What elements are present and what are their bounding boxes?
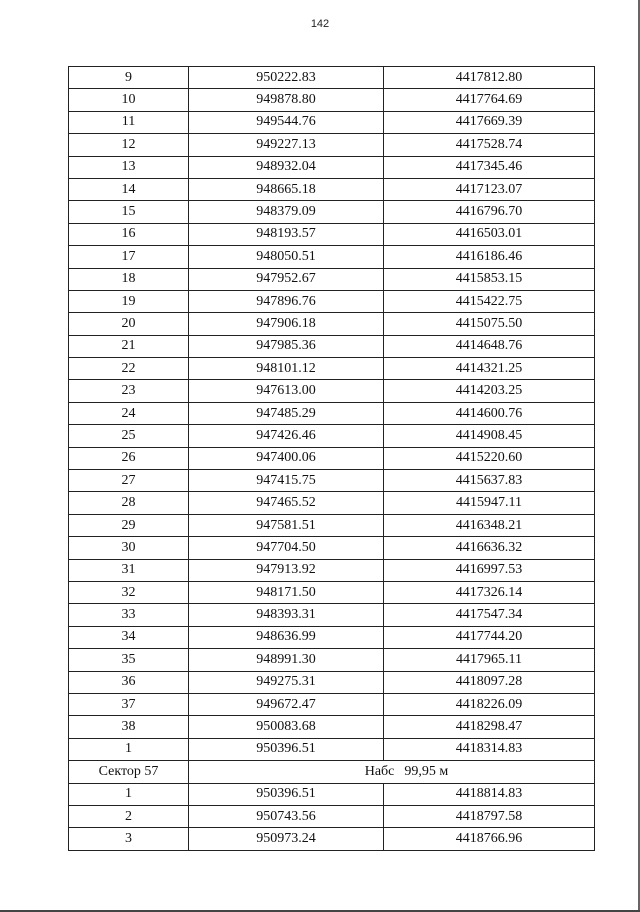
sector-label: Сектор 57	[69, 761, 189, 783]
y-coordinate-cell: 4414600.76	[384, 402, 595, 424]
x-coordinate-cell: 950083.68	[189, 716, 384, 738]
point-number-cell: 33	[69, 604, 189, 626]
table-row	[69, 358, 595, 380]
y-coordinate-cell: 4417744.20	[384, 626, 595, 648]
x-coordinate-cell: 947465.52	[189, 492, 384, 514]
y-coordinate-cell: 4416796.70	[384, 201, 595, 223]
table-row	[69, 111, 595, 133]
x-coordinate-cell: 949275.31	[189, 671, 384, 693]
point-number-cell: 12	[69, 134, 189, 156]
x-coordinate-cell: 947704.50	[189, 537, 384, 559]
point-number-cell: 14	[69, 178, 189, 200]
table-row	[69, 671, 595, 693]
point-number-cell: 23	[69, 380, 189, 402]
point-number-cell: 34	[69, 626, 189, 648]
table-row	[69, 492, 595, 514]
point-number-cell: 32	[69, 581, 189, 603]
table-row	[69, 89, 595, 111]
x-coordinate-cell: 948171.50	[189, 581, 384, 603]
x-coordinate-cell: 948101.12	[189, 358, 384, 380]
y-coordinate-cell: 4415075.50	[384, 313, 595, 335]
x-coordinate-cell: 948932.04	[189, 156, 384, 178]
y-coordinate-cell: 4414203.25	[384, 380, 595, 402]
point-number-cell: 36	[69, 671, 189, 693]
x-coordinate-cell: 950396.51	[189, 783, 384, 805]
y-coordinate-cell: 4417123.07	[384, 178, 595, 200]
rows-b-body	[69, 783, 595, 850]
sector-row	[69, 761, 595, 783]
x-coordinate-cell: 947426.46	[189, 425, 384, 447]
y-coordinate-cell: 4414648.76	[384, 335, 595, 357]
y-coordinate-cell: 4415637.83	[384, 470, 595, 492]
table-row	[69, 425, 595, 447]
table-row	[69, 223, 595, 245]
x-coordinate-cell: 949878.80	[189, 89, 384, 111]
table-row	[69, 626, 595, 648]
table-row	[69, 134, 595, 156]
table-row	[69, 156, 595, 178]
x-coordinate-cell: 948050.51	[189, 246, 384, 268]
y-coordinate-cell: 4416997.53	[384, 559, 595, 581]
point-number-cell: 22	[69, 358, 189, 380]
y-coordinate-cell: 4418097.28	[384, 671, 595, 693]
y-coordinate-cell: 4417812.80	[384, 67, 595, 89]
y-coordinate-cell: 4415853.15	[384, 268, 595, 290]
point-number-cell: 35	[69, 649, 189, 671]
x-coordinate-cell: 950973.24	[189, 828, 384, 850]
y-coordinate-cell: 4416186.46	[384, 246, 595, 268]
x-coordinate-cell: 947400.06	[189, 447, 384, 469]
table-row	[69, 805, 595, 827]
table-row	[69, 380, 595, 402]
y-coordinate-cell: 4418298.47	[384, 716, 595, 738]
x-coordinate-cell: 947913.92	[189, 559, 384, 581]
coordinates-table	[68, 66, 595, 851]
x-coordinate-cell: 948665.18	[189, 178, 384, 200]
y-coordinate-cell: 4418797.58	[384, 805, 595, 827]
y-coordinate-cell: 4415422.75	[384, 290, 595, 312]
y-coordinate-cell: 4418226.09	[384, 693, 595, 715]
sector-height	[189, 761, 595, 783]
table-row	[69, 783, 595, 805]
y-coordinate-cell: 4414908.45	[384, 425, 595, 447]
x-coordinate-cell: 947896.76	[189, 290, 384, 312]
x-coordinate-cell: 949227.13	[189, 134, 384, 156]
point-number-cell: 30	[69, 537, 189, 559]
x-coordinate-cell: 950396.51	[189, 738, 384, 760]
point-number-cell: 21	[69, 335, 189, 357]
point-number-cell: 26	[69, 447, 189, 469]
x-coordinate-cell: 948193.57	[189, 223, 384, 245]
point-number-cell: 29	[69, 514, 189, 536]
x-coordinate-cell: 948991.30	[189, 649, 384, 671]
point-number-cell: 1	[69, 738, 189, 760]
y-coordinate-cell: 4416503.01	[384, 223, 595, 245]
page-number: 142	[310, 18, 330, 30]
y-coordinate-cell: 4417528.74	[384, 134, 595, 156]
point-number-cell: 2	[69, 805, 189, 827]
table-row	[69, 290, 595, 312]
x-coordinate-cell: 950743.56	[189, 805, 384, 827]
point-number-cell: 20	[69, 313, 189, 335]
x-coordinate-cell: 948636.99	[189, 626, 384, 648]
x-coordinate-cell: 949672.47	[189, 693, 384, 715]
x-coordinate-cell: 949544.76	[189, 111, 384, 133]
point-number-cell: 9	[69, 67, 189, 89]
point-number-cell: 18	[69, 268, 189, 290]
point-number-cell: 13	[69, 156, 189, 178]
y-coordinate-cell: 4417326.14	[384, 581, 595, 603]
table-row	[69, 716, 595, 738]
table-row	[69, 402, 595, 424]
y-coordinate-cell: 4418814.83	[384, 783, 595, 805]
x-coordinate-cell: 947985.36	[189, 335, 384, 357]
point-number-cell: 25	[69, 425, 189, 447]
x-coordinate-cell: 948379.09	[189, 201, 384, 223]
table-row	[69, 828, 595, 850]
y-coordinate-cell: 4417764.69	[384, 89, 595, 111]
table-row	[69, 604, 595, 626]
y-coordinate-cell: 4417345.46	[384, 156, 595, 178]
table-row	[69, 67, 595, 89]
table-row	[69, 693, 595, 715]
point-number-cell: 27	[69, 470, 189, 492]
point-number-cell: 19	[69, 290, 189, 312]
table-row	[69, 178, 595, 200]
point-number-cell: 24	[69, 402, 189, 424]
y-coordinate-cell: 4416636.32	[384, 537, 595, 559]
point-number-cell: 17	[69, 246, 189, 268]
y-coordinate-cell: 4418766.96	[384, 828, 595, 850]
x-coordinate-cell: 947581.51	[189, 514, 384, 536]
point-number-cell: 3	[69, 828, 189, 850]
table-row	[69, 313, 595, 335]
y-coordinate-cell: 4414321.25	[384, 358, 595, 380]
point-number-cell: 11	[69, 111, 189, 133]
y-coordinate-cell: 4415947.11	[384, 492, 595, 514]
point-number-cell: 10	[69, 89, 189, 111]
table-row	[69, 335, 595, 357]
point-number-cell: 37	[69, 693, 189, 715]
x-coordinate-cell: 947952.67	[189, 268, 384, 290]
point-number-cell: 31	[69, 559, 189, 581]
y-coordinate-cell: 4417547.34	[384, 604, 595, 626]
table-row	[69, 738, 595, 760]
x-coordinate-cell: 947415.75	[189, 470, 384, 492]
y-coordinate-cell: 4417965.11	[384, 649, 595, 671]
table-row	[69, 537, 595, 559]
point-number-cell: 1	[69, 783, 189, 805]
x-coordinate-cell: 947485.29	[189, 402, 384, 424]
y-coordinate-cell: 4416348.21	[384, 514, 595, 536]
y-coordinate-cell: 4418314.83	[384, 738, 595, 760]
point-number-cell: 28	[69, 492, 189, 514]
y-coordinate-cell: 4417669.39	[384, 111, 595, 133]
point-number-cell: 38	[69, 716, 189, 738]
table-row	[69, 201, 595, 223]
x-coordinate-cell: 948393.31	[189, 604, 384, 626]
point-number-cell: 15	[69, 201, 189, 223]
table-row	[69, 649, 595, 671]
sector-height-value: 99,95 м	[404, 763, 449, 779]
table-row	[69, 514, 595, 536]
table-row	[69, 559, 595, 581]
sector-header-body	[69, 761, 595, 783]
x-coordinate-cell: 947906.18	[189, 313, 384, 335]
rows-a-body	[69, 67, 595, 761]
table-row	[69, 447, 595, 469]
table-row	[69, 268, 595, 290]
table-row	[69, 581, 595, 603]
sector-height-label: Набс	[364, 763, 395, 779]
table-row	[69, 470, 595, 492]
y-coordinate-cell: 4415220.60	[384, 447, 595, 469]
point-number-cell: 16	[69, 223, 189, 245]
x-coordinate-cell: 947613.00	[189, 380, 384, 402]
table-row	[69, 246, 595, 268]
x-coordinate-cell: 950222.83	[189, 67, 384, 89]
